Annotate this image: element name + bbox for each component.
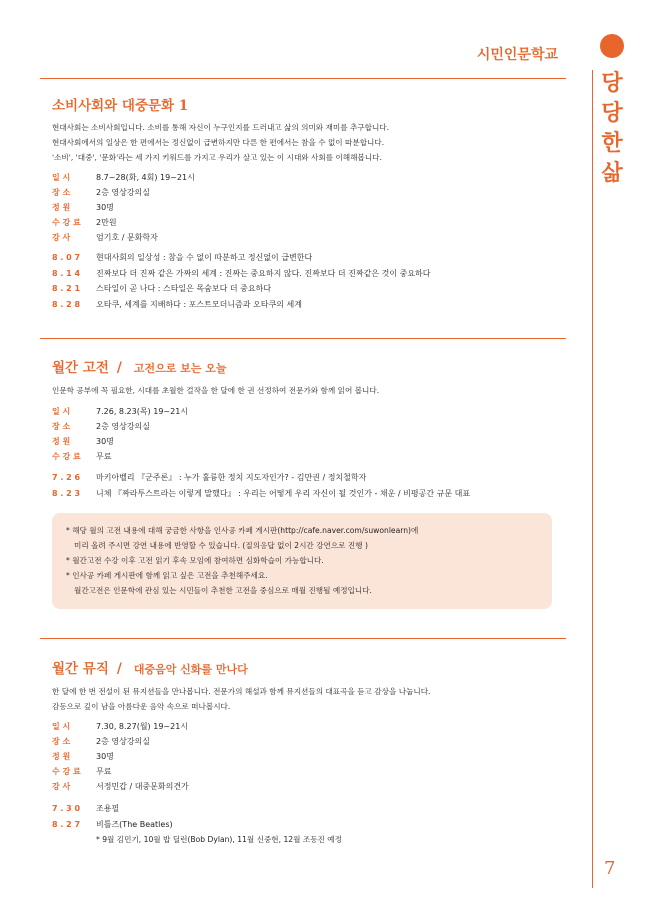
schedule-date: 8 . 2 1 (52, 284, 81, 293)
info-label: 장 소 (52, 737, 71, 746)
notice-line: 월간고전은 인문학에 관심 있는 시민들이 추천한 고전을 중심으로 매월 진행될 예정입니다. (74, 586, 372, 595)
notice-line: * 인사공 카페 게시판에 함께 읽고 싶은 고전을 추천해주세요. (66, 571, 268, 580)
info-value: 7.30, 8.27(월) 19~21시 (96, 722, 189, 731)
info-label: 일 시 (52, 173, 71, 182)
paragraph-line: 현대사회에서의 일상은 한 편에서는 정신없이 급변하지만 다른 한 편에서는 참을 수 없이 따분합니다. (52, 138, 385, 147)
info-row (52, 200, 195, 215)
info-value: 2층 영상강의실 (96, 422, 151, 431)
section3-title (52, 657, 248, 677)
section1-schedule (52, 250, 431, 312)
info-value: 엄기호 / 문화학자 (96, 233, 158, 242)
info-label: 정 원 (52, 437, 71, 446)
section1-description (52, 120, 389, 165)
info-row (52, 434, 188, 449)
section3-subtitle: 대중음악 신화를 만나다 (133, 663, 248, 676)
info-row (52, 170, 195, 185)
schedule-date: 8 . 2 7 (52, 819, 81, 829)
section3-info (52, 719, 189, 794)
section2-title-main: 월간 고전 (52, 360, 109, 376)
page-number: 7 (604, 858, 616, 879)
info-row (52, 404, 188, 419)
info-row (52, 449, 188, 464)
info-label: 장 소 (52, 422, 71, 431)
schedule-row (52, 297, 431, 313)
info-value: 30명 (96, 752, 114, 761)
paragraph-line: 한 달에 한 번 전설이 된 뮤지션들을 만나봅니다. 전문가의 해설과 함께 뮤지션들의 대표곡을 듣고 감상을 나눕니다. (52, 687, 431, 696)
notice-line: 미리 올려 주시면 강연 내용에 반영할 수 있습니다. (질의응답 없이 2시간 강연으로 진행 ) (74, 541, 368, 550)
schedule-row (52, 486, 470, 502)
schedule-date: 8 . 2 8 (52, 299, 81, 309)
schedule-row (52, 801, 173, 817)
info-label: 강 사 (52, 233, 71, 242)
info-row (52, 779, 189, 794)
info-row (52, 749, 189, 764)
info-value: 무료 (96, 767, 112, 776)
schedule-text: 니체 『짜라투스트라는 이렇게 말했다』 : 우리는 어떻게 우리 자신이 될 것인가 - 채운 / 비평공간 규문 대표 (96, 488, 471, 498)
info-label: 수 강 료 (52, 452, 81, 461)
notice-line: * 해당 월의 고전 내용에 대해 궁금한 사항을 인사공 카페 게시판(http://cafe.naver.com/suwonlearn)에 (66, 526, 419, 535)
sidebar-divider (592, 70, 593, 888)
schedule-date: 8 . 1 4 (52, 268, 81, 278)
title-slash: / (116, 360, 122, 376)
title-slash: / (116, 661, 122, 677)
section-divider (40, 638, 566, 639)
schedule-date: 7 . 3 0 (52, 804, 81, 813)
schedule-date: 8 . 0 7 (52, 253, 81, 262)
vertical-title (598, 68, 626, 188)
vertical-char: 한 (601, 130, 623, 156)
section1-info (52, 170, 195, 245)
schedule-row (52, 281, 431, 297)
info-label: 정 원 (52, 752, 71, 761)
info-row (52, 215, 195, 230)
schedule-row (52, 266, 431, 282)
section3-description (52, 684, 430, 714)
notice-text (66, 523, 418, 598)
section-divider (40, 338, 566, 339)
info-value: 2만원 (96, 218, 117, 227)
info-label: 일 시 (52, 722, 71, 731)
schedule-text: 비틀즈(The Beatles) (96, 819, 173, 829)
info-value: 2층 영상강의실 (96, 737, 151, 746)
info-label: 장 소 (52, 188, 71, 197)
info-label: 수 강 료 (52, 218, 81, 227)
schedule-text: 진짜보다 더 진짜 같은 가짜의 세계 : 진짜는 중요하지 않다. 진짜보다 더 진짜같은 것이 중요하다 (96, 268, 431, 278)
info-row (52, 764, 189, 779)
vertical-char: 당 (601, 100, 623, 126)
info-row (52, 185, 195, 200)
schedule-row (52, 470, 470, 486)
section-divider (40, 78, 566, 79)
schedule-row (52, 250, 431, 266)
schedule-date: 7 . 2 6 (52, 473, 81, 482)
section3-schedule (52, 801, 173, 832)
section2-info (52, 404, 188, 464)
info-value: 서정민갑 / 대중문화의견가 (96, 782, 189, 791)
info-row (52, 719, 189, 734)
paragraph-line: '소비', '대중', '문화'라는 세 가지 키워드를 가지고 우리가 살고 있는 이 시대와 사회를 이해해봅니다. (52, 153, 382, 162)
section3-footnote: * 9월 김민기, 10월 밥 딜런(Bob Dylan), 11월 신중현, 12월 조동진 예정 (96, 835, 342, 844)
section2-description (52, 383, 379, 398)
paragraph-line: 감동으로 깊이 남을 아름다운 음악 속으로 떠나봅시다. (52, 702, 231, 711)
info-label: 일 시 (52, 407, 71, 416)
schedule-text: 현대사회의 일상성 : 참을 수 없이 따분하고 정신없이 급변한다 (96, 253, 313, 262)
notice-line: * 월간고전 수강 이후 고전 읽기 후속 모임에 참여하면 심화학습이 가능합니다. (66, 556, 324, 565)
schedule-date: 8 . 2 3 (52, 488, 81, 498)
series-title: 시민인문학교 (476, 47, 558, 63)
orange-dot-icon (600, 34, 624, 58)
info-value: 30명 (96, 203, 114, 212)
info-label: 강 사 (52, 782, 71, 791)
section2-title (52, 356, 226, 376)
info-row (52, 419, 188, 434)
vertical-char: 당 (601, 70, 623, 96)
schedule-text: 오타쿠, 세계를 지배하다 : 포스트모더니즘과 오타쿠의 세계 (96, 299, 302, 309)
schedule-text: 마키아벨리 『군주론』 : 누가 훌륭한 정치 지도자인가? - 김만권 / 정치철학자 (96, 473, 367, 482)
schedule-text: 조용필 (96, 804, 120, 813)
info-value: 무료 (96, 452, 112, 461)
info-value: 7.26, 8.23(목) 19~21시 (96, 407, 189, 416)
section1-title: 소비사회와 대중문화 1 (52, 98, 189, 114)
schedule-text: 스타일이 곧 나다 : 스타일은 목숨보다 더 중요하다 (96, 284, 272, 293)
paragraph-line: 현대사회는 소비사회입니다. 소비를 통해 자신이 누구인지를 드러내고 삶의 의미와 재미를 추구합니다. (52, 123, 390, 132)
info-label: 수 강 료 (52, 767, 81, 776)
vertical-char: 삶 (601, 160, 623, 186)
info-row (52, 734, 189, 749)
paragraph-line: 인문학 공부에 꼭 필요한, 시대를 초월한 걸작을 한 달에 한 권 선정하여 전문가와 함께 읽어 봅니다. (52, 386, 380, 395)
section3-title-main: 월간 뮤직 (52, 661, 109, 677)
info-value: 2층 영상강의실 (96, 188, 151, 197)
section2-schedule (52, 470, 470, 501)
info-value: 30명 (96, 437, 114, 446)
section2-subtitle: 고전으로 보는 오늘 (133, 362, 227, 375)
schedule-row (52, 817, 173, 833)
info-label: 정 원 (52, 203, 71, 212)
info-value: 8.7~28(화, 4회) 19~21시 (96, 173, 195, 182)
info-row (52, 230, 195, 245)
